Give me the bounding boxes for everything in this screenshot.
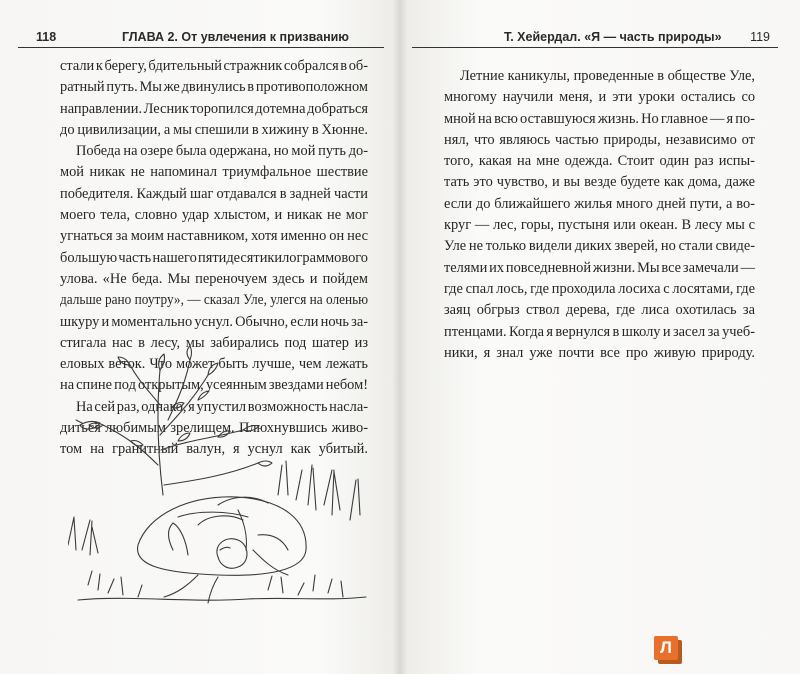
text-line: большую часть нашего пятидесятикилограммового bbox=[60, 249, 368, 266]
text-line: диться любимым зрелищем. Плюхнувшись живо- bbox=[60, 420, 368, 437]
text-line: На сей раз, однако, я упустил возможность насла- bbox=[76, 398, 369, 415]
text-line: Победа на озере была одержана, но мой путь до- bbox=[76, 143, 369, 160]
text-line: шкуру и моментально уснул. Обычно, если ночь за- bbox=[60, 313, 368, 330]
text-line: заяц обгрыз ствол дерева, где лиса охотилась за bbox=[444, 302, 755, 319]
text-line: мой никак не напоминал триумфальное шествие bbox=[60, 164, 369, 181]
text-line: где спал лось, где проходила лосиха с лосятами, где bbox=[444, 280, 756, 297]
left-running-title: ГЛАВА 2. От увлечения к призванию bbox=[122, 30, 349, 44]
text-line: улова. «Не беда. Мы переночуем здесь и пойдем bbox=[60, 270, 368, 287]
text-line: птенцами. Когда я вернулся в школу и засел за учеб- bbox=[444, 323, 756, 340]
text-line: если до ближайшего жилья много дней пути, а во- bbox=[444, 195, 755, 212]
publisher-logo-icon: Л bbox=[654, 636, 678, 660]
text-line: того, какая на мне одежда. Стоит один раз испы- bbox=[444, 153, 755, 170]
text-line: направлении. Лесник торопился дотемна добраться bbox=[60, 100, 368, 117]
text-line: тать это чувство, и вы везде будете как дома, даже bbox=[444, 174, 755, 191]
text-line: Летние каникулы, проведенные в обществе Уле, bbox=[460, 68, 755, 84]
text-line: на спине под открытым, усеянным звездами небом! bbox=[60, 377, 368, 394]
text-line: стигала нас в лесу, мы забирались под шатер из bbox=[60, 334, 369, 351]
text-line: дальше рано поутру», — сказал Уле, улегся на оленью bbox=[60, 292, 369, 309]
illustration-boy-sleeping-on-boulder bbox=[68, 345, 368, 607]
text-line: телями их повседневной жизни. Мы все замечали — bbox=[444, 259, 755, 276]
right-running-title: Т. Хейердал. «Я — часть природы» bbox=[504, 30, 722, 44]
text-line: Уле не только видели диких зверей, но стали свиде- bbox=[444, 238, 756, 255]
right-page-number: 119 bbox=[750, 30, 770, 44]
text-line: победителя. Каждый шаг отдавался в задней части bbox=[60, 185, 368, 202]
left-running-head bbox=[18, 27, 384, 48]
left-page-number: 118 bbox=[36, 30, 57, 44]
right-page bbox=[400, 0, 800, 674]
text-line: до цивилизации, а мы спешили в хижину в Хюнне. bbox=[60, 121, 369, 138]
text-line: моего тела, словно удар хлыстом, и никак не мог bbox=[60, 207, 368, 224]
right-running-head bbox=[412, 27, 778, 48]
text-line: ратный путь. Мы же двинулись в противоположном bbox=[60, 79, 369, 96]
text-line: стали к берегу, бдительный стражник собрался в об- bbox=[60, 58, 369, 74]
right-body-text bbox=[444, 66, 755, 364]
text-line: ники, я знал уже почти все про живую природу. bbox=[444, 344, 756, 361]
text-line: мной на всю оставшуюся жизнь. Но главное — я по- bbox=[444, 110, 755, 127]
text-line: многому научили меня, и эти уроки остались со bbox=[444, 89, 756, 106]
text-line: угнаться за моим наставником, хотя именно он нес bbox=[60, 228, 369, 245]
text-line: круг — лес, горы, пустыня или океан. В лесу мы с bbox=[444, 217, 755, 234]
text-line: нял, что являюсь частью природы, независимо от bbox=[444, 131, 755, 148]
text-line: том на гранитный валун, я уснул как убитый. bbox=[60, 441, 368, 458]
text-line: еловых веток. Что может быть лучше, чем лежать bbox=[60, 356, 368, 373]
